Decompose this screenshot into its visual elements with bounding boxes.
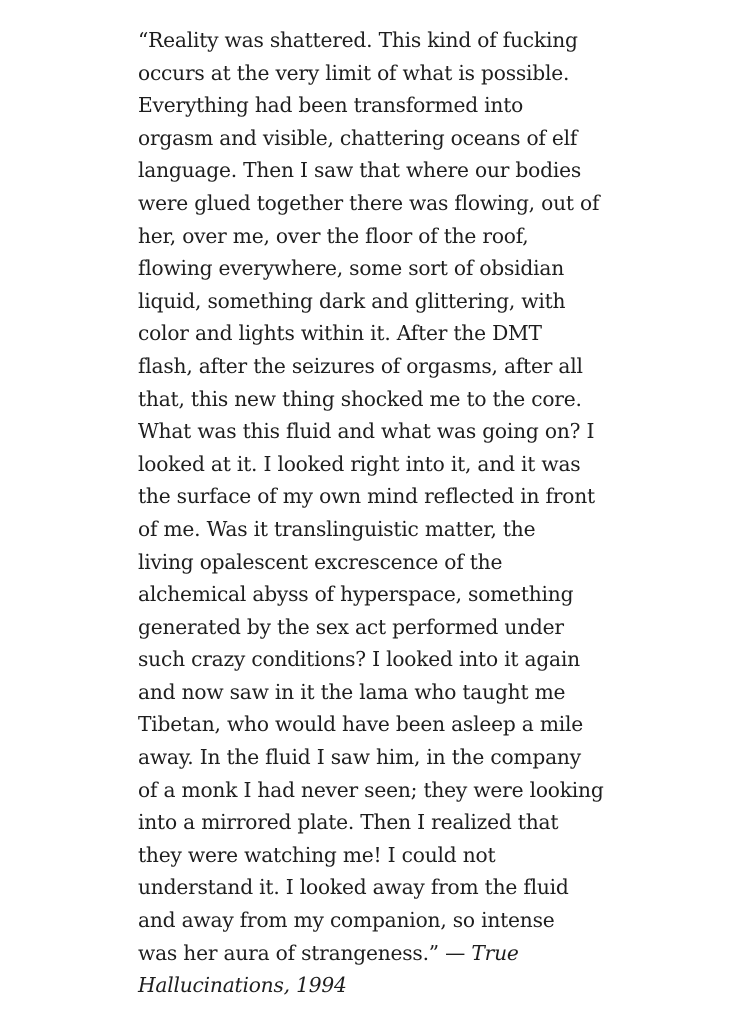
quote-line: and now saw in it the lama who taught me (138, 679, 566, 704)
quote-line: that, this new thing shocked me to the core. (138, 386, 582, 411)
quote-line: color and lights within it. After the DMT (138, 321, 542, 346)
quote-line: and away from my companion, so intense (138, 908, 555, 933)
quote-line: language. Then I saw that where our bodies (138, 158, 581, 183)
quote-line: living opalescent excrescence of the (138, 549, 503, 574)
quote-line: generated by the sex act performed under (138, 614, 564, 639)
quote-body (138, 24, 608, 937)
quote-line: occurs at the very limit of what is possible. (138, 60, 570, 85)
citation-title-cont: Hallucinations (138, 973, 284, 998)
quote-line: away. In the fluid I saw him, in the company (138, 745, 581, 770)
quote-line: Everything had been transformed into (138, 93, 524, 118)
quote-line: such crazy conditions? I looked into it again (138, 647, 580, 672)
quote-text: was her aura of strangeness.” — (138, 940, 472, 965)
quote-line: her, over me, over the floor of the roof, (138, 223, 529, 248)
quote-block (138, 24, 608, 1002)
quote-line: of me. Was it translinguistic matter, the (138, 516, 536, 541)
quote-line: liquid, something dark and glittering, with (138, 288, 566, 313)
quote-line: they were watching me! I could not (138, 842, 496, 867)
quote-final-line (138, 937, 608, 970)
quote-line: alchemical abyss of hyperspace, something (138, 582, 574, 607)
quote-line: orgasm and visible, chattering oceans of elf (138, 125, 578, 150)
citation-year: , 1994 (283, 973, 347, 998)
quote-line: “Reality was shattered. This kind of fucking (138, 28, 578, 52)
quote-line: flash, after the seizures of orgasms, after all (138, 353, 583, 378)
citation-line (138, 969, 608, 1002)
quote-line: of a monk I had never seen; they were looking (138, 777, 604, 802)
citation-title: True (471, 940, 519, 965)
quote-line: were glued together there was flowing, out of (138, 190, 600, 215)
quote-line: Tibetan, who would have been asleep a mile (138, 712, 584, 737)
quote-line: looked at it. I looked right into it, and it was (138, 451, 581, 476)
quote-line: understand it. I looked away from the fluid (138, 875, 569, 900)
quote-line: into a mirrored plate. Then I realized that (138, 810, 559, 835)
quote-line: What was this fluid and what was going on? I (138, 419, 595, 444)
quote-line: flowing everywhere, some sort of obsidian (138, 256, 565, 281)
quote-line: the surface of my own mind reflected in front (138, 484, 595, 509)
